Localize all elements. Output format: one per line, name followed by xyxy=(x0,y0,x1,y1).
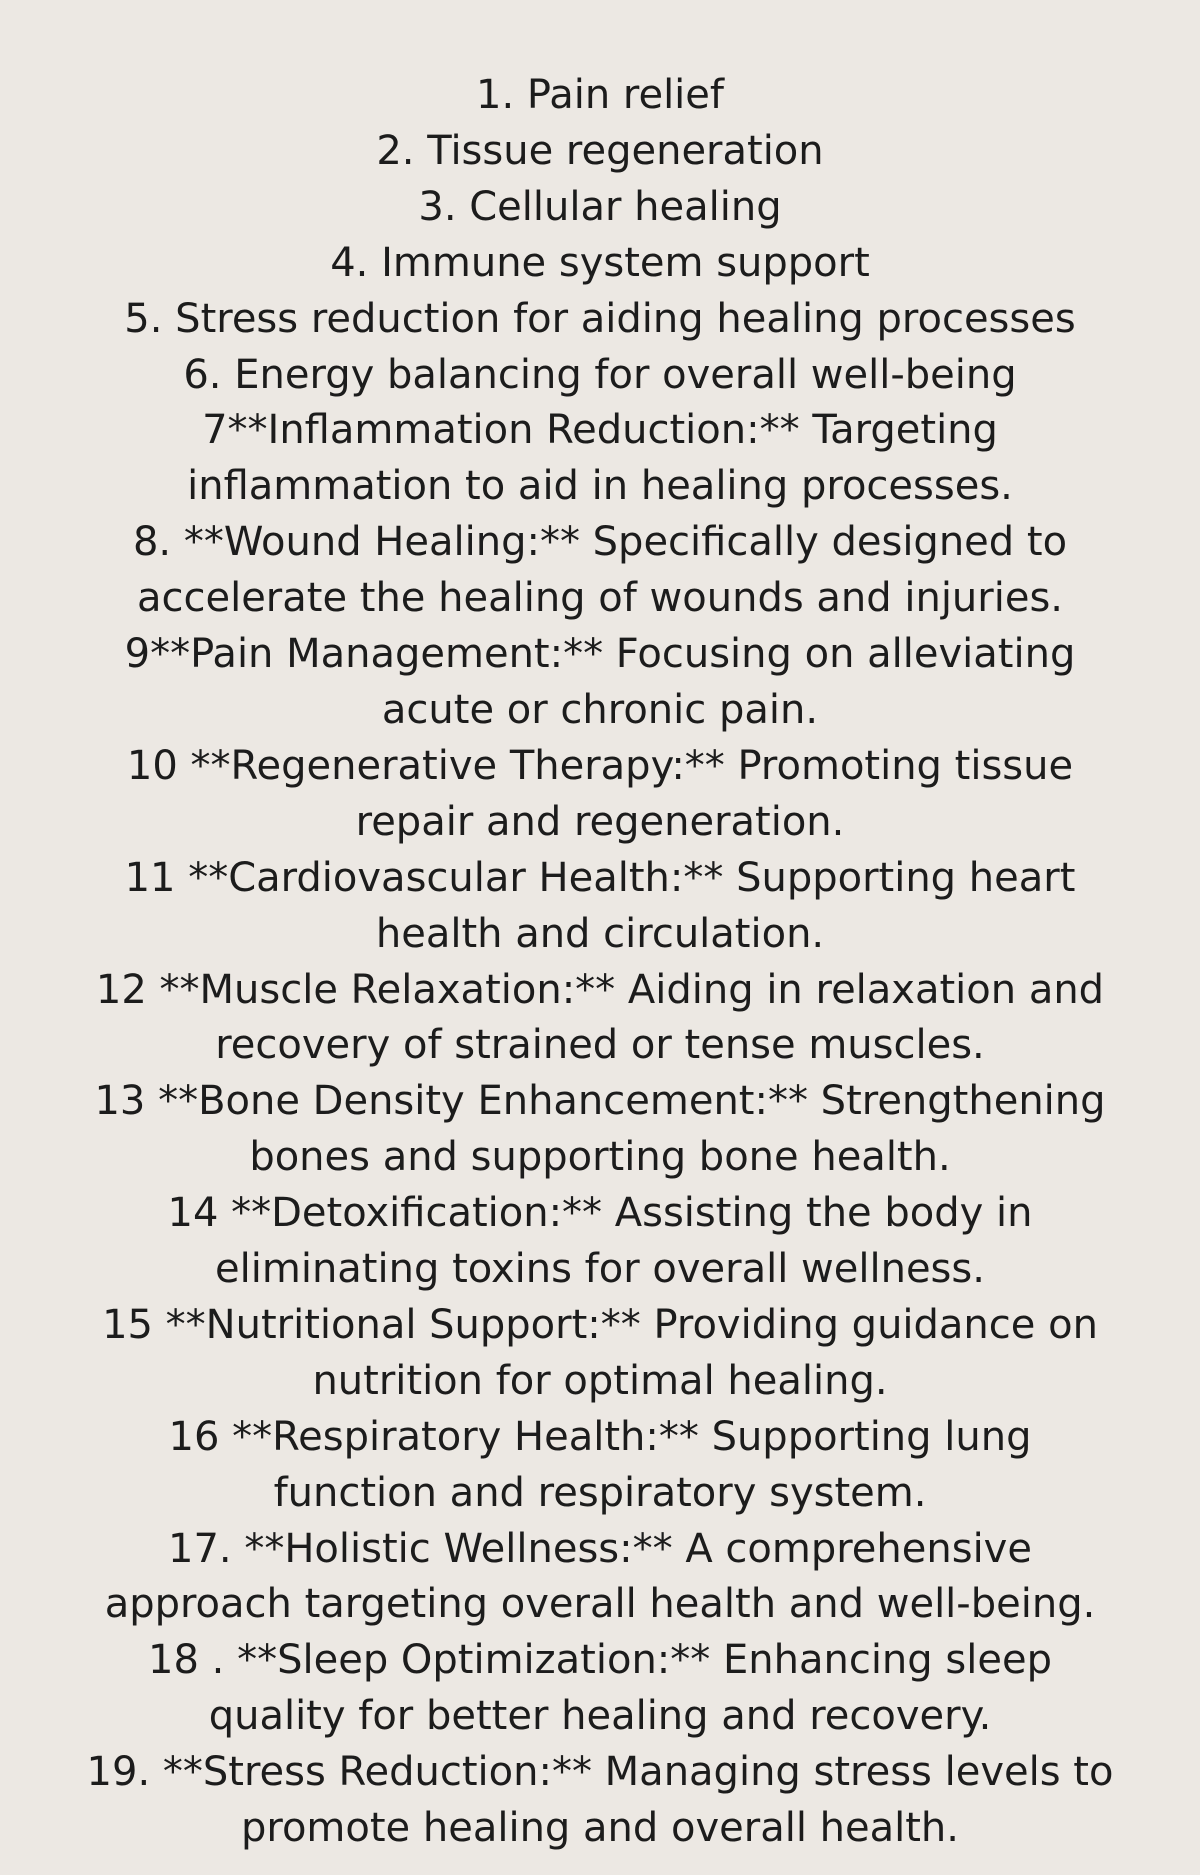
list-item-text: 12 **Muscle Relaxation:** Aiding in relaxation and xyxy=(95,966,1105,1013)
list-item-text-continued: nutrition for optimal healing. xyxy=(312,1357,888,1404)
list-item-text: 17. **Holistic Wellness:** A comprehensive xyxy=(168,1525,1032,1572)
list-item xyxy=(30,739,1170,851)
list-item-text-continued: recovery of strained or tense muscles. xyxy=(215,1022,985,1069)
list-item-text-continued: acute or chronic pain. xyxy=(381,686,819,733)
list-item xyxy=(30,851,1170,963)
list-item xyxy=(30,1522,1170,1634)
benefits-list xyxy=(30,68,1170,1857)
list-item-text: 19. **Stress Reduction:** Managing stress levels to xyxy=(86,1749,1114,1796)
list-item xyxy=(30,292,1170,348)
list-item-text: 3. Cellular healing xyxy=(418,183,782,230)
list-item-text-continued: quality for better healing and recovery. xyxy=(208,1693,992,1740)
list-item-text: 5. Stress reduction for aiding healing processes xyxy=(124,295,1076,342)
list-item xyxy=(30,1745,1170,1857)
list-item xyxy=(30,515,1170,627)
list-item-text-continued: promote healing and overall health. xyxy=(241,1805,959,1852)
list-item-text: 15 **Nutritional Support:** Providing guidance on xyxy=(102,1301,1098,1348)
list-item-text: 8. **Wound Healing:** Specifically designed to xyxy=(132,519,1068,566)
list-item-text: 13 **Bone Density Enhancement:** Strengthening xyxy=(94,1078,1106,1125)
list-item xyxy=(30,963,1170,1075)
list-item-text: 16 **Respiratory Health:** Supporting lung xyxy=(168,1413,1032,1460)
list-item xyxy=(30,1633,1170,1745)
list-item-text: 10 **Regenerative Therapy:** Promoting tissue xyxy=(126,742,1074,789)
list-item-text: 9**Pain Management:** Focusing on alleviating xyxy=(124,631,1076,678)
list-item-text: 2. Tissue regeneration xyxy=(376,127,824,174)
list-item xyxy=(30,348,1170,404)
list-item-text: 14 **Detoxification:** Assisting the body in xyxy=(167,1190,1033,1237)
list-item xyxy=(30,180,1170,236)
list-item xyxy=(30,68,1170,124)
list-item-text: 11 **Cardiovascular Health:** Supporting heart xyxy=(124,854,1076,901)
list-item xyxy=(30,124,1170,180)
list-item-text: 4. Immune system support xyxy=(330,239,870,286)
list-item xyxy=(30,1410,1170,1522)
list-item-text-continued: health and circulation. xyxy=(375,910,825,957)
list-item xyxy=(30,1298,1170,1410)
list-item xyxy=(30,236,1170,292)
list-item-text-continued: bones and supporting bone health. xyxy=(249,1134,951,1181)
list-item-text-continued: inflammation to aid in healing processes. xyxy=(187,463,1013,510)
list-item xyxy=(30,627,1170,739)
list-item-text: 7**Inflammation Reduction:** Targeting xyxy=(202,407,998,454)
list-item-text: 1. Pain relief xyxy=(476,72,724,118)
list-item-text-continued: approach targeting overall health and well-being. xyxy=(104,1581,1096,1628)
list-item-text-continued: accelerate the healing of wounds and injuries. xyxy=(136,575,1064,622)
list-item xyxy=(30,403,1170,515)
list-item-text: 18 . **Sleep Optimization:** Enhancing sleep xyxy=(148,1637,1052,1684)
list-item-text: 6. Energy balancing for overall well-being xyxy=(183,351,1017,398)
list-item-text-continued: function and respiratory system. xyxy=(273,1469,927,1516)
list-item xyxy=(30,1186,1170,1298)
list-item-text-continued: repair and regeneration. xyxy=(355,798,845,845)
list-item-text-continued: eliminating toxins for overall wellness. xyxy=(215,1246,985,1293)
list-item xyxy=(30,1074,1170,1186)
